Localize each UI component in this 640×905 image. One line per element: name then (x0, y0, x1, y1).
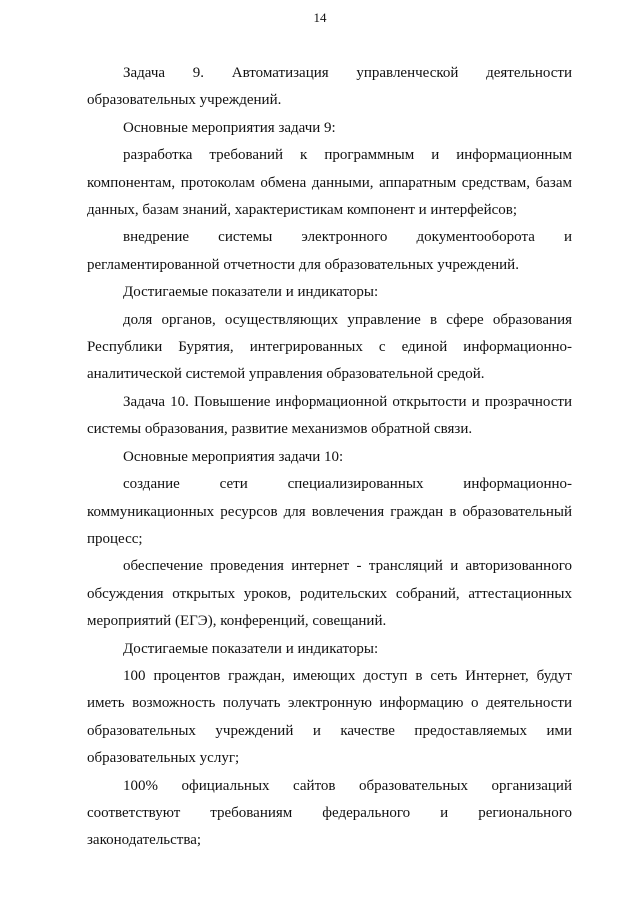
task-10-activity-broadcasts: обеспечение проведения интернет - трансляций и авторизованного обсуждения открытых уроков, родительских собраний, аттестационных мероприятий (ЕГЭ), конференций, совещаний. (87, 558, 572, 630)
task-10-activities-heading: Основные мероприятия задачи 10: (123, 448, 344, 465)
task-9-activity-document-flow: внедрение системы электронного документооборота и регламентированной отчетности для образовательных учреждений. (87, 229, 572, 273)
task-9-activities-heading: Основные мероприятия задачи 9: (123, 119, 336, 136)
task-10-heading: Задача 10. Повышение информационной открытости и прозрачности системы образования, развитие механизмов обратной связи. (87, 393, 572, 438)
task-10-activity-resources: создание сети специализированных информационно-коммуникационных ресурсов для вовлечения граждан в образовательный процесс; (87, 476, 572, 547)
page-number: 14 (313, 10, 327, 25)
task-9-activity-requirements: разработка требований к программным и информационным компонентам, протоколам обмена данными, аппаратным средствам, базам данных, базам знаний, характеристикам компонент и интерфейсов; (87, 147, 572, 219)
task-10-indicator-citizens: 100 процентов граждан, имеющих доступ в сеть Интернет, будут иметь возможность получать электронную информацию о деятельности образовательных учреждений и качестве предоставляемых ими образовательных услуг; (87, 667, 572, 767)
task-9-heading: Задача 9. Автоматизация управленческой деятельности образовательных учреждений. (87, 65, 572, 109)
task-9-indicators-heading: Достигаемые показатели и индикаторы: (123, 284, 379, 301)
task-10-indicators-heading: Достигаемые показатели и индикаторы: (123, 640, 379, 657)
document-body (87, 60, 572, 855)
task-10-indicator-websites: 100% официальных сайтов образовательных организаций соответствуют требованиям федерального и регионального законодательства; (87, 777, 572, 849)
task-9-indicator-share: доля органов, осуществляющих управление в сфере образования Республики Бурятия, интегрированных с единой информационно-аналитической системой управления образовательной средой. (87, 311, 572, 383)
